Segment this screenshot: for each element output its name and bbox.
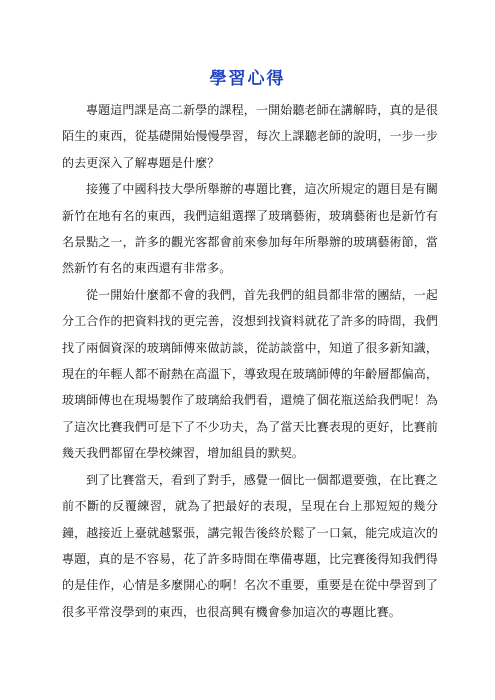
document-body: [62, 97, 438, 625]
paragraph-4: 到了比賽當天，看到了對手，感覺一個比一個都還要強，在比賽之前不斷的反覆練習，就為了把最好的表現，呈現在台上那短短的幾分鐘，越接近上臺就越緊張，講完報告後終於鬆了一口氣，能完成這次的專題，真的是不容易，花了許多時間在準備專題，比完賽後得知我們得的是佳作，心情是多麼開心的啊！名次不重要，重要是在從中學習到了很多平常沒學到的東西，也很高興有機會參加這次的專題比賽。: [62, 472, 438, 619]
document-title: 學習心得: [209, 69, 286, 89]
paragraph-2: 接獲了中國科技大學所舉辦的專題比賽，這次所規定的題目是有關新竹在地有名的東西，我們這組選擇了玻璃藝術，玻璃藝術也是新竹有名景點之一，許多的觀光客都會前來參加每年所舉辦的玻璃藝術節，當然新竹有名的東西還有非常多。: [62, 182, 438, 276]
paragraph-1: 專題這門課是高二新學的課程，一開始聽老師在講解時，真的是很陌生的東西，從基礎開始慢慢學習，每次上課聽老師的說明，一步一步的去更深入了解專題是什麼？: [62, 103, 438, 170]
paragraph-3: 從一開始什麼都不會的我們，首先我們的組員都非常的團結，一起分工合作的把資料找的更完善，沒想到找資料就花了許多的時間，我們找了兩個資深的玻璃師傅來做訪談，從訪談當中，知道了很多新知識，現在的年輕人都不耐熱在高溫下，導致現在玻璃師傅的年齡層都偏高，玻璃師傅也在現場製作了玻璃給我們看，還燒了個花瓶送給我們呢！為了這次比賽我們可是下了不少功夫，為了當天比賽表現的更好，比賽前幾天我們都留在學校練習，增加組員的默契。: [62, 287, 438, 461]
